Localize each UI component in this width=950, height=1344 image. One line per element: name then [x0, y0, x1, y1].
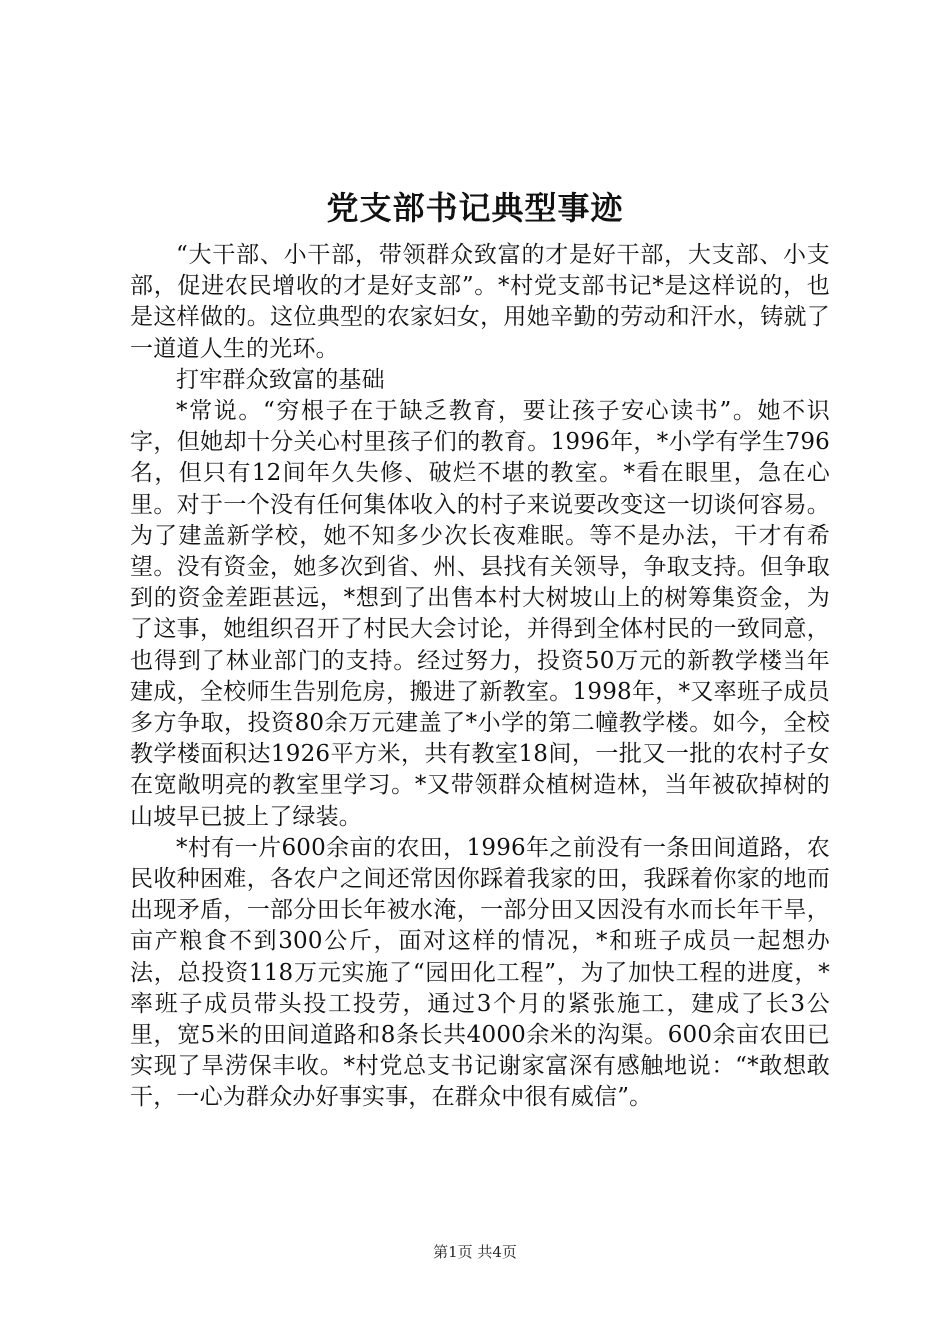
paragraph-farmland: *村有一片600余亩的农田，1996年之前没有一条田间道路，农民收种困难，各农户之间还常因你踩着我家的田，我踩着你家的地而出现矛盾，一部分田长年被水淹，一部分田又因没有水而长年干旱，亩产粮食不到300公斤，面对这样的情况，*和班子成员一起想办法，总投资118万元实施了“园田化工程”，为了加快工程的进度，*率班子成员带头投工投劳，通过3个月的紧张施工，建成了长3公里，宽5米的田间道路和8条长共4000余米的沟渠。600余亩农田已实现了旱涝保丰收。*村党总支书记谢家富深有感触地说：“*敢想敢干，一心为群众办好事实事，在群众中很有威信”。 [130, 834, 830, 1111]
section-heading: 打牢群众致富的基础 [176, 366, 385, 393]
page-footer: 第1页 共4页 [433, 1243, 517, 1261]
paragraph-education: *常说。“穷根子在于缺乏教育，要让孩子安心读书”。她不识字，但她却十分关心村里孩子们的教育。1996年，*小学有学生796名，但只有12间年久失修、破烂不堪的教室。*看在眼里，急在心里。对于一个没有任何集体收入的村子来说要改变这一切谈何容易。为了建盖新学校，她不知多少次长夜难眠。等不是办法，干才有希望。没有资金，她多次到省、州、县找有关领导，争取支持。但争取到的资金差距甚远，*想到了出售本村大树坡山上的树筹集资金，为了这事，她组织召开了村民大会讨论，并得到全体村民的一致同意，也得到了林业部门的支持。经过努力，投资50万元的新教学楼当年建成，全校师生告别危房，搬进了新教室。1998年，*又率班子成员多方争取，投资80余万元建盖了*小学的第二幢教学楼。如今，全校教学楼面积达1926平方米，共有教室18间，一批又一批的农村子女在宽敞明亮的教室里学习。*又带领群众植树造林，当年被砍掉树的山坡早已披上了绿装。 [130, 398, 830, 830]
document-body [130, 240, 830, 1114]
document-title: 党支部书记典型事迹 [326, 189, 624, 227]
paragraph-intro: “大干部、小干部，带领群众致富的才是好干部，大支部、小支部，促进农民增收的才是好支部”。*村党支部书记*是这样说的，也是这样做的。这位典型的农家妇女，用她辛勤的劳动和汗水，铸就了一道道人生的光环。 [130, 242, 830, 362]
